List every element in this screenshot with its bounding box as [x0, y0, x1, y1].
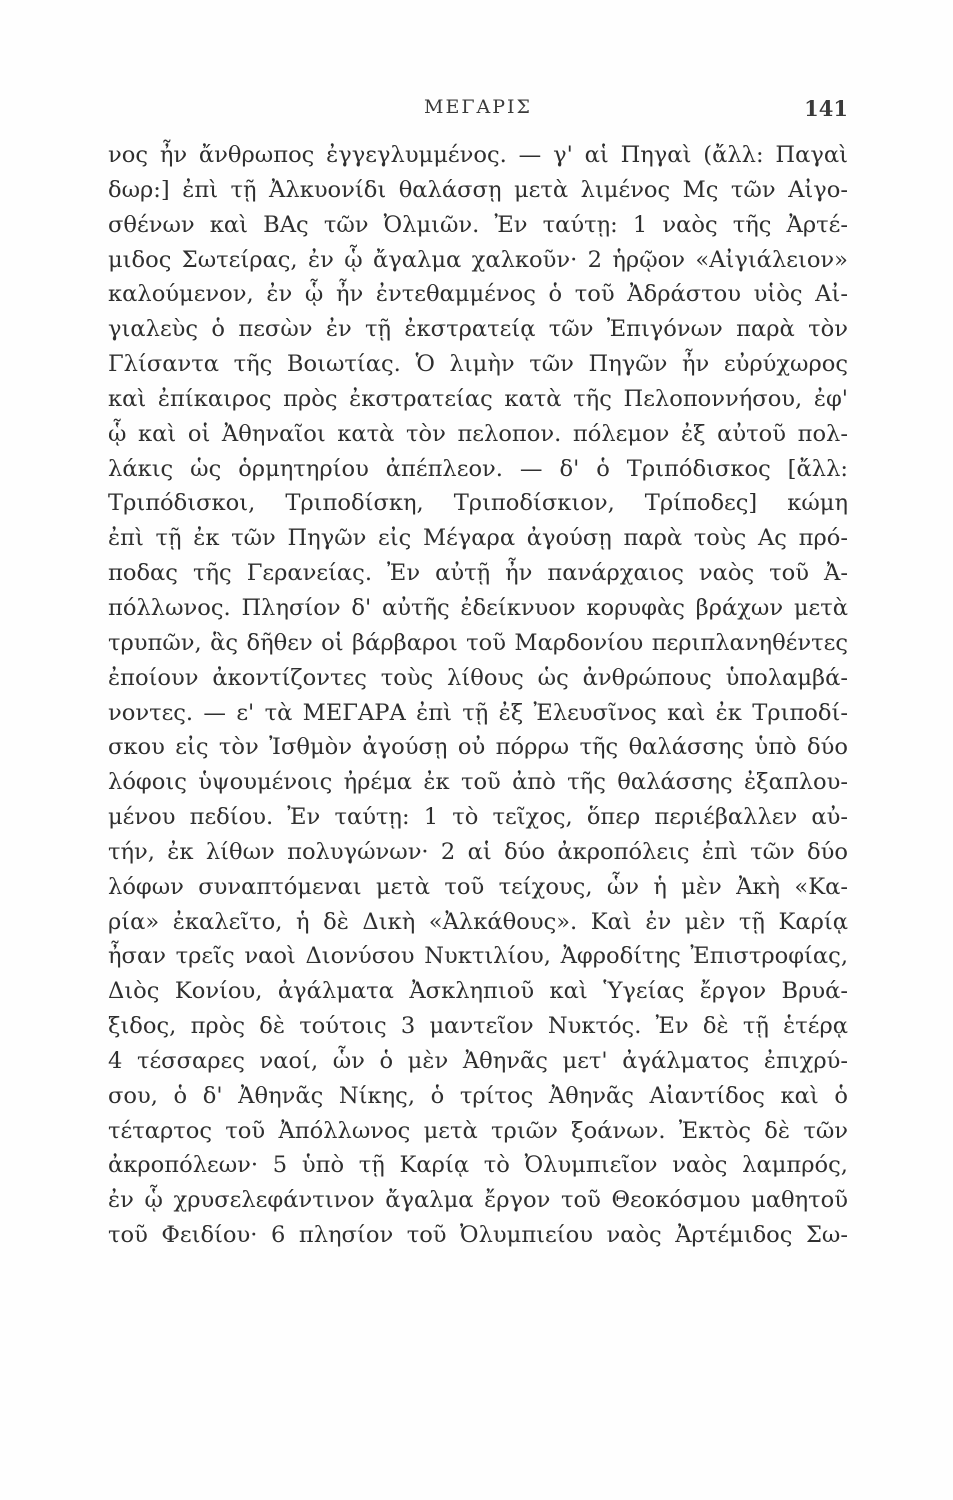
text-line: Διὸς Κονίου, ἀγάλματα Ἀσκληπιοῦ καὶ Ὑγείας ἔργον Βρυά- [108, 978, 848, 1005]
text-line: λάκις ὡς ὁρμητηρίου ἀπέπλεον. — δ' ὁ Τριπόδισκος [ἄλλ: [108, 455, 848, 482]
text-line: τοῦ Φειδίου· 6 πλησίον τοῦ Ὀλυμπιείου ναὸς Ἀρτέμιδος Σω- [108, 1222, 848, 1249]
text-line: σκου εἰς τὸν Ἰσθμὸν ἀγούσῃ οὐ πόρρω τῆς θαλάσσης ὑπὸ δύο [108, 734, 848, 761]
text-line: καλούμενον, ἐν ᾧ ἦν ἐντεθαμμένος ὁ τοῦ Ἀδράστου υἱὸς Αἰ- [108, 281, 848, 308]
text-line: σου, ὁ δ' Ἀθηνᾶς Νίκης, ὁ τρίτος Ἀθηνᾶς Αἰαντίδος καὶ ὁ [108, 1082, 848, 1109]
page-header [108, 96, 848, 126]
text-line: ᾧ καὶ οἱ Ἀθηναῖοι κατὰ τὸν πελοπον. πόλεμον ἐξ αὐτοῦ πολ- [108, 420, 848, 447]
text-line: ποδας τῆς Γερανείας. Ἐν αὐτῇ ἦν πανάρχαιος ναὸς τοῦ Ἀ- [108, 560, 848, 587]
text-line: τέταρτος τοῦ Ἀπόλλωνος μετὰ τριῶν ξοάνων. Ἐκτὸς δὲ τῶν [108, 1117, 848, 1144]
text-line: μένου πεδίου. Ἐν ταύτῃ: 1 τὸ τεῖχος, ὅπερ περιέβαλλεν αὐ- [108, 804, 848, 831]
text-line: ἀκροπόλεων· 5 ὑπὸ τῇ Καρίᾳ τὸ Ὀλυμπιεῖον ναὸς λαμπρός, [108, 1152, 848, 1179]
text-line: Τριπόδισκοι, Τριποδίσκη, Τριποδίσκιον, Τρίποδες] κώμη [108, 490, 848, 517]
text-line: ξιδος, πρὸς δὲ τούτοις 3 μαντεῖον Νυκτός. Ἐν δὲ τῇ ἑτέρᾳ [108, 1013, 848, 1040]
text-line: ἐποίουν ἀκοντίζοντες τοὺς λίθους ὡς ἀνθρώπους ὑπολαμβά- [108, 664, 848, 691]
text-line: λόφοις ὑψουμένοις ἠρέμα ἐκ τοῦ ἀπὸ τῆς θαλάσσης ἐξαπλου- [108, 769, 848, 796]
text-line: νος ἦν ἄνθρωπος ἐγγεγλυμμένος. — γ' αἱ Πηγαὶ (ἄλλ: Παγαὶ [108, 142, 848, 168]
text-line: νοντες. — ε' τὰ ΜΕΓΑΡΑ ἐπὶ τῇ ἐξ Ἐλευσῖνος καὶ ἐκ Τριποδί- [108, 699, 848, 726]
body-text [108, 138, 848, 1253]
text-line: ἐπὶ τῇ ἐκ τῶν Πηγῶν εἰς Μέγαρα ἀγούσῃ παρὰ τοὺς Ας πρό- [108, 525, 848, 552]
text-line: ἦσαν τρεῖς ναοὶ Διονύσου Νυκτιλίου, Ἀφροδίτης Ἐπιστροφίας, [108, 943, 848, 970]
text-line: λόφων συναπτόμεναι μετὰ τοῦ τείχους, ὧν ἡ μὲν Ἀκὴ «Κα- [108, 873, 848, 900]
page-number: 141 [804, 96, 848, 121]
text-line: Γλίσαντα τῆς Βοιωτίας. Ὁ λιμὴν τῶν Πηγῶν ἦν εὐρύχωρος [108, 351, 848, 378]
text-line: καὶ ἐπίκαιρος πρὸς ἐκστρατείας κατὰ τῆς Πελοποννήσου, ἐφ' [108, 385, 848, 412]
text-line: 4 τέσσαρες ναοί, ὧν ὁ μὲν Ἀθηνᾶς μετ' ἀγάλματος ἐπιχρύ- [108, 1047, 848, 1074]
text-line: ρία» ἐκαλεῖτο, ἡ δὲ Δικὴ «Ἀλκάθους». Καὶ ἐν μὲν τῇ Καρίᾳ [108, 908, 848, 935]
text-line: μιδος Σωτείρας, ἐν ᾧ ἄγαλμα χαλκοῦν· 2 ἡρῷον «Αἰγιάλειον» [108, 246, 848, 273]
text-line: τρυπῶν, ἃς δῆθεν οἱ βάρβαροι τοῦ Μαρδονίου περιπλανηθέντες [108, 629, 848, 656]
running-title: ΜΕΓΑΡΙΣ [424, 96, 532, 118]
text-line: τήν, ἐκ λίθων πολυγώνων· 2 αἱ δύο ἀκροπόλεις ἐπὶ τῶν δύο [108, 838, 848, 865]
text-line: σθένων καὶ ΒΑς τῶν Ὀλμιῶν. Ἐν ταύτῃ: 1 ναὸς τῆς Ἀρτέ- [108, 211, 848, 238]
text-line: πόλλωνος. Πλησίον δ' αὐτῆς ἐδείκνυον κορυφὰς βράχων μετὰ [108, 594, 848, 621]
text-line: δωρ:] ἐπὶ τῇ Ἀλκυονίδι θαλάσσῃ μετὰ λιμένος Μς τῶν Αἰγο- [108, 176, 848, 203]
text-line: γιαλεὺς ὁ πεσὼν ἐν τῇ ἐκστρατείᾳ τῶν Ἐπιγόνων παρὰ τὸν [108, 316, 848, 343]
text-line: ἐν ᾧ χρυσελεφάντινον ἄγαλμα ἔργον τοῦ Θεοκόσμου μαθητοῦ [108, 1187, 848, 1214]
